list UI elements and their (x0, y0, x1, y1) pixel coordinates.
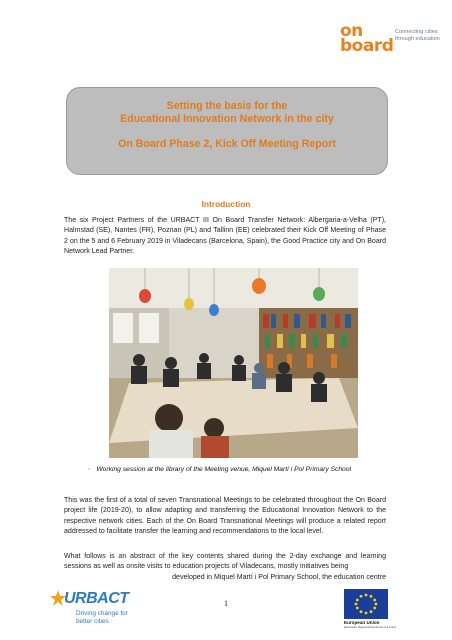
meeting-photo-illustration (109, 268, 358, 458)
urbact-tagline-2: better cities (76, 617, 109, 625)
paragraph-intro: The six Project Partners of the URBACT III On Board Transfer Network: Albergaria-a-Velha (PT), Halmstad (SE), Nantes (FR), Poznan (PL) and Tallinn (EE) celebrated their Kick Off Meeting of Phase 2 on the 5 and 6 February 2019 in Viladecans (Barcelona, Spain), the Good Practice city and On Board Network Lead Partner. (64, 217, 386, 256)
page-number: 1 (224, 599, 228, 608)
intro-heading: Introduction (201, 199, 251, 209)
logo-word-line2: board (340, 36, 394, 56)
onboard-logo-word (340, 21, 394, 56)
paragraph-abstract-cont: developed in Miquel Martí i Pol Primary School, the education centre (172, 573, 386, 581)
title-line1: Setting the basis for the (166, 100, 288, 112)
title-line3: On Board Phase 2, Kick Off Meeting Report (118, 138, 336, 150)
urbact-logo (50, 590, 160, 634)
urbact-tagline-1: Driving change for (76, 610, 128, 617)
logo-word-line1: on (340, 21, 363, 41)
eu-flag-icon (344, 589, 388, 619)
title-line2: Educational Innovation Network in the city (120, 113, 334, 125)
paragraph-abstract (64, 552, 386, 583)
urbact-wordmark: URBACT (64, 590, 129, 607)
eu-label: European Union (344, 620, 380, 625)
eu-stars-icon (344, 589, 388, 619)
title-box (66, 87, 388, 175)
caption-text: Working session at the library of the Meeting venue, Miquel Martí i Pol Primary School (96, 466, 351, 473)
urbact-tagline (76, 610, 128, 625)
caption-bullet-icon: ▪ (88, 466, 91, 473)
meeting-photo (109, 268, 358, 458)
paragraph-abstract-main: What follows is an abstract of the key contents shared during the 2-day exchange and learning sessions as well as onsite visits to education projects of Viladecans, mostly initiatives being (64, 553, 386, 571)
photo-caption (88, 466, 378, 473)
onboard-logo (340, 21, 440, 64)
eu-sub-label: European Regional Development Fund (344, 625, 396, 629)
logo-tagline: Connecting cities through education (395, 29, 440, 42)
paragraph-meetings: This was the first of a total of seven Transnational Meetings to be celebrated throughout the On Board project life (2019-20), to allow adapting and transferring the Educational Innovation Network to the respective network cities. Each of the On Board Transnational Meetings will produce a related report addressed to facilitate transfer the learning and recommendations to the local level. (64, 497, 386, 536)
eu-logo (344, 589, 394, 633)
